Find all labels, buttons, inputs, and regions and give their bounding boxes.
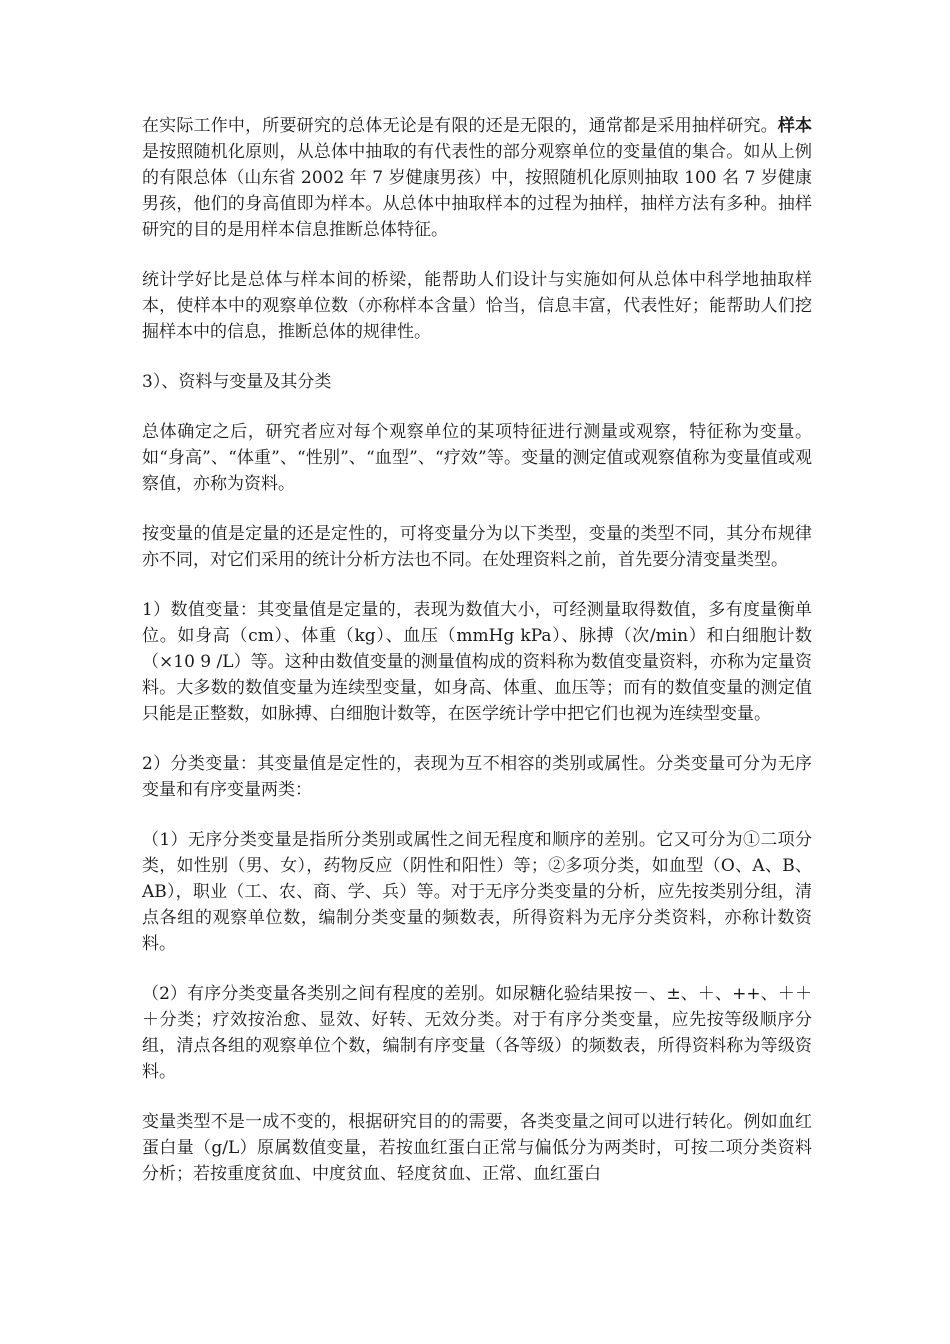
document-page <box>142 113 812 1187</box>
paragraph-variable-conversion: 变量类型不是一成不变的，根据研究目的的需要，各类变量之间可以进行转化。例如血红蛋白量（g/L）原属数值变量，若按血红蛋白正常与偏低分为两类时，可按二项分类资料分析；若按重度贫血、中度贫血、轻度贫血、正常、血红蛋白 <box>142 1112 812 1184</box>
section-heading-variables: 3）、资料与变量及其分类 <box>142 372 332 392</box>
paragraph-sampling-text-1: 在实际工作中，所要研究的总体无论是有限的还是无限的，通常都是采用抽样研究。 <box>142 116 778 136</box>
paragraph-sampling-text-2: 是按照随机化原则，从总体中抽取的有代表性的部分观察单位的变量值的集合。如从上例的有限总体（山东省 2002 年 7 岁健康男孩）中，按照随机化原则抽取 100 名 7 岁健康男孩，他们的身高值即为样本。从总体中抽取样本的过程为抽样，抽样方法有多种。抽样研究的目的是用样本信息推断总体特征。 <box>142 142 812 240</box>
paragraph-numeric-variables: 1）数值变量：其变量值是定量的，表现为数值大小，可经测量取得数值，多有度量衡单位。如身高（cm）、体重（kg）、血压（mmHg kPa）、脉搏（次/min）和白细胞计数（×10 9 /L）等。这种由数值变量的测量值构成的资料称为数值变量资料，亦称为定量资料。大多数的数值变量为连续型变量，如身高、体重、血压等；而有的数值变量的测定值只能是正整数，如脉搏、白细胞计数等，在医学统计学中把它们也视为连续型变量。 <box>142 600 812 724</box>
paragraph-nominal-variables: （1）无序分类变量是指所分类别或属性之间无程度和顺序的差别。它又可分为①二项分类，如性别（男、女），药物反应（阴性和阳性）等；②多项分类，如血型（O、A、B、AB），职业（工、农、商、学、兵）等。对于无序分类变量的分析，应先按类别分组，清点各组的观察单位数，编制分类变量的频数表，所得资料为无序分类资料，亦称计数资料。 <box>142 830 812 954</box>
paragraph-variable-types: 按变量的值是定量的还是定性的，可将变量分为以下类型，变量的类型不同，其分布规律亦不同，对它们采用的统计分析方法也不同。在处理资料之前，首先要分清变量类型。 <box>142 524 812 570</box>
paragraph-sampling <box>142 113 812 243</box>
paragraph-statistics-bridge: 统计学好比是总体与样本间的桥梁，能帮助人们设计与实施如何从总体中科学地抽取样本，使样本中的观察单位数（亦称样本含量）恰当，信息丰富，代表性好；能帮助人们挖掘样本中的信息，推断总体的规律性。 <box>142 270 812 342</box>
term-sample: 样本 <box>777 116 813 136</box>
paragraph-variable-definition: 总体确定之后，研究者应对每个观察单位的某项特征进行测量或观察，特征称为变量。如“身高”、“体重”、“性别”、“血型”、“疗效”等。变量的测定值或观察值称为变量值或观察值，亦称为资料。 <box>142 422 812 494</box>
paragraph-categorical-variables: 2）分类变量：其变量值是定性的，表现为互不相容的类别或属性。分类变量可分为无序变量和有序变量两类： <box>142 754 812 800</box>
paragraph-ordinal-variables: （2）有序分类变量各类别之间有程度的差别。如尿糖化验结果按－、±、＋、++、＋＋＋分类；疗效按治愈、显效、好转、无效分类。对于有序分类变量，应先按等级顺序分组，清点各组的观察单位个数，编制有序变量（各等级）的频数表，所得资料称为等级资料。 <box>142 984 812 1082</box>
